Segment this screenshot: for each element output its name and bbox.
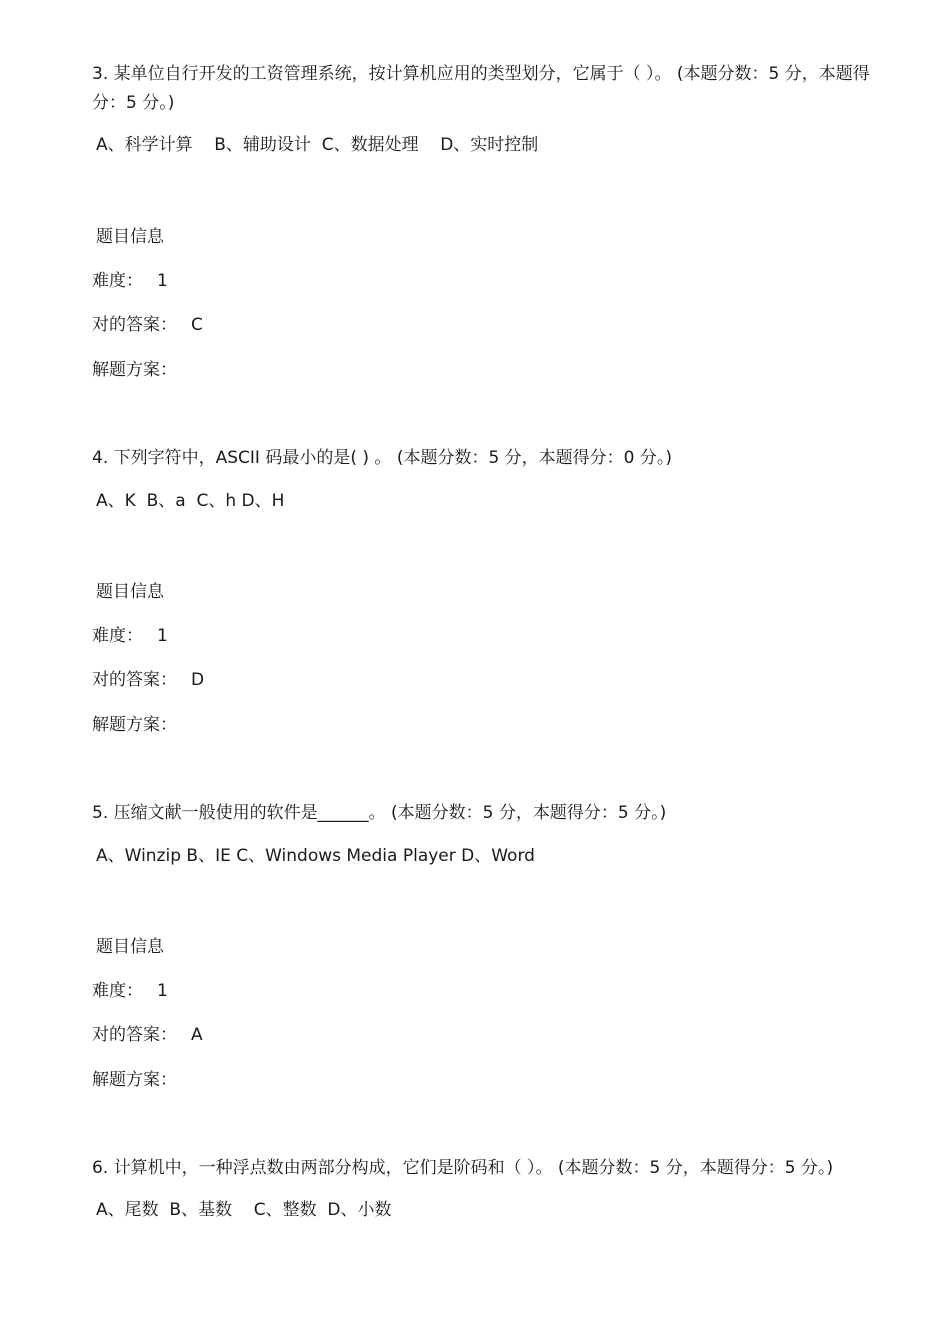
question-info-3 (92, 225, 872, 382)
answer-row (92, 313, 872, 337)
difficulty-label: 难度： (92, 626, 143, 646)
answer-value: A (191, 1025, 203, 1045)
solution-label: 解题方案： (92, 360, 177, 380)
difficulty-label: 难度： (92, 271, 143, 291)
question-text: 6. 计算机中，一种浮点数由两部分构成，它们是阶码和（ ）。 (本题分数：5 分，本题得分：5 分。) (92, 1158, 834, 1178)
difficulty-row (92, 269, 872, 293)
answer-label: 对的答案： (92, 670, 177, 690)
difficulty-label: 难度： (92, 981, 143, 1001)
difficulty-value: 1 (157, 981, 168, 1001)
answer-label: 对的答案： (92, 1025, 177, 1045)
difficulty-value: 1 (157, 271, 168, 291)
question-options: A、K B、a C、h D、H (96, 491, 285, 511)
question-text: 5. 压缩文献一般使用的软件是______。 (本题分数：5 分，本题得分：5 分。) (92, 803, 667, 823)
info-title: 题目信息 (96, 227, 164, 247)
question-6 (92, 1154, 872, 1222)
question-options: A、尾数 B、基数 C、整数 D、小数 (96, 1200, 392, 1220)
question-text: 4. 下列字符中，ASCII 码最小的是( ) 。 (本题分数：5 分，本题得分：0 分。) (92, 448, 673, 468)
answer-label: 对的答案： (92, 315, 177, 335)
difficulty-value: 1 (157, 626, 168, 646)
question-3 (92, 60, 872, 157)
info-title: 题目信息 (96, 582, 164, 602)
question-5 (92, 799, 872, 868)
question-info-4 (92, 580, 872, 737)
answer-value: C (191, 315, 203, 335)
solution-label: 解题方案： (92, 715, 177, 735)
difficulty-row (92, 979, 872, 1003)
answer-value: D (191, 670, 205, 690)
question-info-5 (92, 935, 872, 1092)
answer-row (92, 1023, 872, 1047)
question-text: 3. 某单位自行开发的工资管理系统，按计算机应用的类型划分，它属于（ ）。 (本题分数：5 分，本题得分：5 分。) (92, 64, 870, 113)
question-4 (92, 444, 872, 513)
solution-label: 解题方案： (92, 1070, 177, 1090)
answer-row (92, 668, 872, 692)
info-title: 题目信息 (96, 937, 164, 957)
question-options: A、科学计算 B、辅助设计 C、数据处理 D、实时控制 (96, 135, 539, 155)
question-options: A、Winzip B、IE C、Windows Media Player D、Word (96, 846, 535, 866)
difficulty-row (92, 624, 872, 648)
